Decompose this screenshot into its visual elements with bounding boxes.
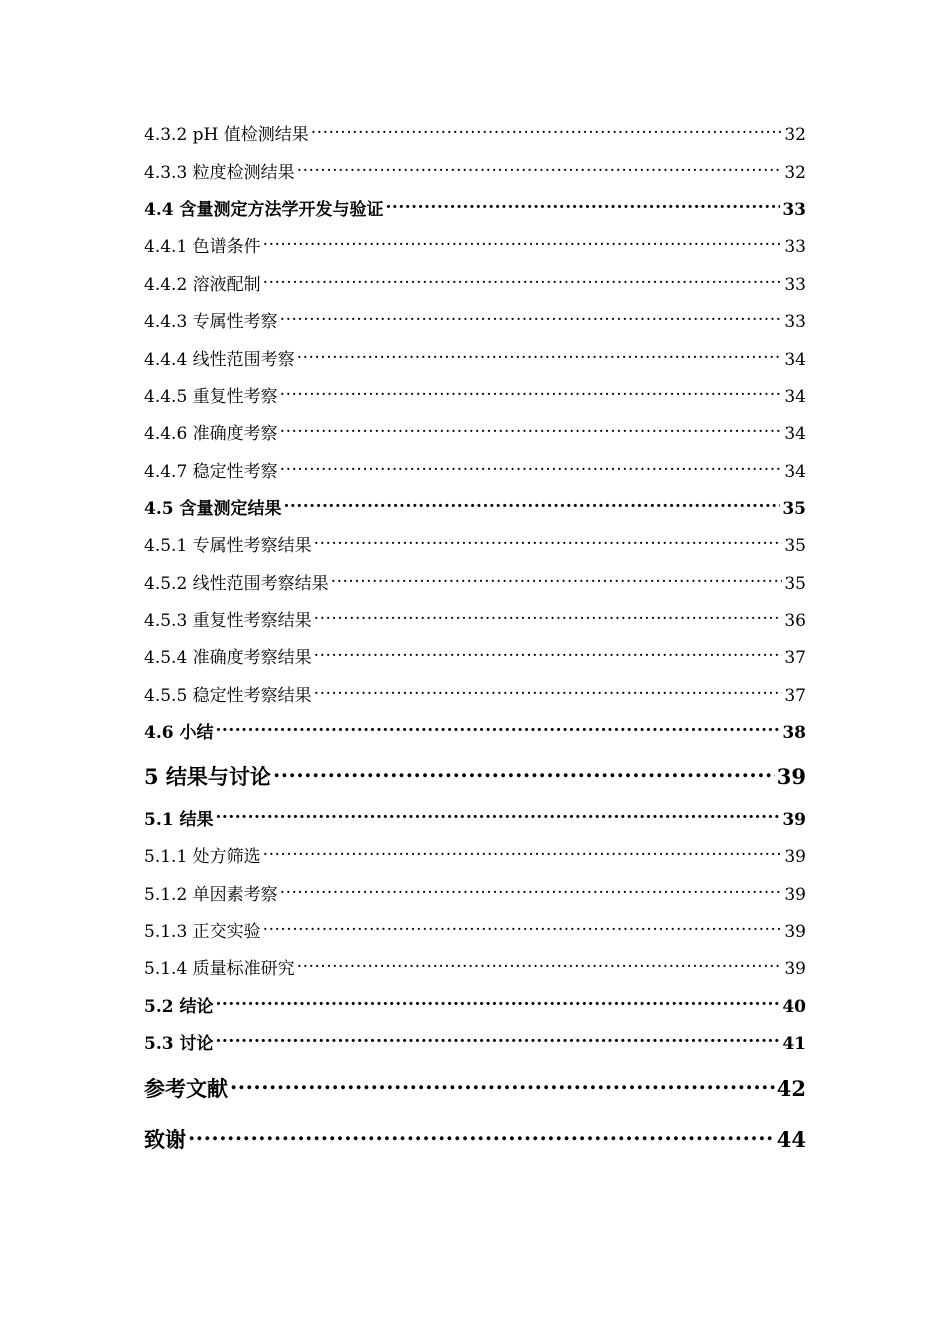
toc-entry[interactable] [144,232,806,257]
toc-entry[interactable] [144,718,806,743]
toc-entry-title: 4.4.2 溶液配制 [144,275,261,296]
toc-entry-page: 33 [784,275,806,296]
toc-entry-title: 5.1.2 单因素考察 [144,885,278,906]
toc-dot-leader [297,158,783,178]
toc-entry-title: 4.4.4 线性范围考察 [144,350,295,371]
toc-entry-title: 5.3 讨论 [144,1034,214,1055]
toc-entry-title: 4.5.5 稳定性考察结果 [144,686,312,707]
toc-entry[interactable] [144,457,806,482]
toc-entry-page: 39 [784,959,806,980]
toc-dot-leader [263,917,783,937]
toc-entry[interactable] [144,494,806,519]
toc-dot-leader [284,494,781,514]
toc-entry-title: 5.1.4 质量标准研究 [144,959,295,980]
toc-entry[interactable] [144,917,806,942]
toc-entry-title: 4.4.6 准确度考察 [144,424,278,445]
toc-entry[interactable] [144,992,806,1017]
toc-dot-leader [314,531,783,551]
toc-entry-page: 39 [776,764,806,790]
toc-dot-leader [216,718,781,738]
toc-entry[interactable] [144,158,806,183]
toc-entry[interactable] [144,569,806,594]
toc-dot-leader [311,120,783,140]
toc-dot-leader [280,307,783,327]
toc-entry[interactable] [144,1029,806,1054]
toc-dot-leader [263,232,783,252]
toc-dot-leader [280,880,783,900]
toc-dot-leader [314,643,783,663]
toc-dot-leader [263,270,783,290]
toc-entry[interactable] [144,419,806,444]
toc-entry-page: 35 [784,574,806,595]
toc-entry-title: 4.5.3 重复性考察结果 [144,611,312,632]
toc-entry[interactable] [144,1071,806,1103]
toc-dot-leader [230,1071,775,1096]
toc-dot-leader [188,1122,775,1147]
toc-entry-title: 4.4.7 稳定性考察 [144,462,278,483]
toc-entry-page: 32 [784,125,806,146]
toc-entry-page: 42 [776,1076,806,1102]
toc-entry-title: 4.3.2 pH 值检测结果 [144,125,309,146]
toc-entry-page: 39 [784,885,806,906]
toc-dot-leader [263,842,783,862]
toc-entry[interactable] [144,681,806,706]
toc-entry[interactable] [144,345,806,370]
toc-entry-page: 39 [784,847,806,868]
toc-dot-leader [216,1029,781,1049]
toc-dot-leader [297,345,783,365]
toc-entry-page: 34 [784,387,806,408]
toc-dot-leader [331,569,783,589]
toc-entry-page: 39 [782,810,806,831]
toc-entry[interactable] [144,531,806,556]
toc-entry-page: 37 [784,648,806,669]
toc-entry-title: 4.3.3 粒度检测结果 [144,163,295,184]
toc-entry[interactable] [144,307,806,332]
toc-dot-leader [314,606,783,626]
toc-entry-title: 4.4.5 重复性考察 [144,387,278,408]
toc-entry-page: 38 [782,723,806,744]
toc-entry-title: 4.5.1 专属性考察结果 [144,536,312,557]
toc-entry[interactable] [144,954,806,979]
toc-entry[interactable] [144,120,806,145]
toc-entry-title: 5.2 结论 [144,997,214,1018]
toc-entry-title: 4.4 含量测定方法学开发与验证 [144,200,384,221]
toc-entry-title: 5.1 结果 [144,810,214,831]
toc-entry[interactable] [144,1122,806,1154]
toc-dot-leader [386,195,781,215]
toc-entry-page: 41 [782,1034,806,1055]
toc-dot-leader [280,457,783,477]
toc-entry-page: 34 [784,350,806,371]
toc-entry-title: 致谢 [144,1127,186,1153]
toc-dot-leader [216,805,781,825]
toc-entry[interactable] [144,880,806,905]
toc-entry-title: 4.4.3 专属性考察 [144,312,278,333]
toc-entry-title: 参考文献 [144,1076,228,1102]
toc-entry-page: 40 [782,997,806,1018]
toc-entry-page: 34 [784,424,806,445]
toc-entry-page: 34 [784,462,806,483]
toc-entry-page: 32 [784,163,806,184]
toc-entry-title: 5 结果与讨论 [144,764,271,790]
toc-entry[interactable] [144,759,806,791]
toc-entry[interactable] [144,195,806,220]
toc-entry-page: 33 [782,200,806,221]
toc-entry-page: 33 [784,312,806,333]
toc-entry-page: 39 [784,922,806,943]
toc-entry[interactable] [144,270,806,295]
toc-entry-title: 4.5.2 线性范围考察结果 [144,574,329,595]
toc-dot-leader [280,382,783,402]
toc-dot-leader [273,759,775,784]
toc-entry-page: 35 [784,536,806,557]
toc-entry-title: 4.5.4 准确度考察结果 [144,648,312,669]
toc-dot-leader [314,681,783,701]
toc-entry[interactable] [144,606,806,631]
toc-entry-page: 37 [784,686,806,707]
toc-entry-title: 4.6 小结 [144,723,214,744]
toc-entry-page: 33 [784,237,806,258]
toc-dot-leader [280,419,783,439]
toc-entry-page: 35 [782,499,806,520]
toc-entry[interactable] [144,805,806,830]
toc-entry-page: 44 [776,1127,806,1153]
toc-entry-title: 5.1.1 处方筛选 [144,847,261,868]
toc-entry-title: 4.4.1 色谱条件 [144,237,261,258]
toc-entry[interactable] [144,643,806,668]
toc-entry[interactable] [144,842,806,867]
toc-dot-leader [297,954,783,974]
toc-entry-page: 36 [784,611,806,632]
toc-entry-title: 4.5 含量测定结果 [144,499,282,520]
toc-entry[interactable] [144,382,806,407]
toc-entry-title: 5.1.3 正交实验 [144,922,261,943]
toc-dot-leader [216,992,781,1012]
